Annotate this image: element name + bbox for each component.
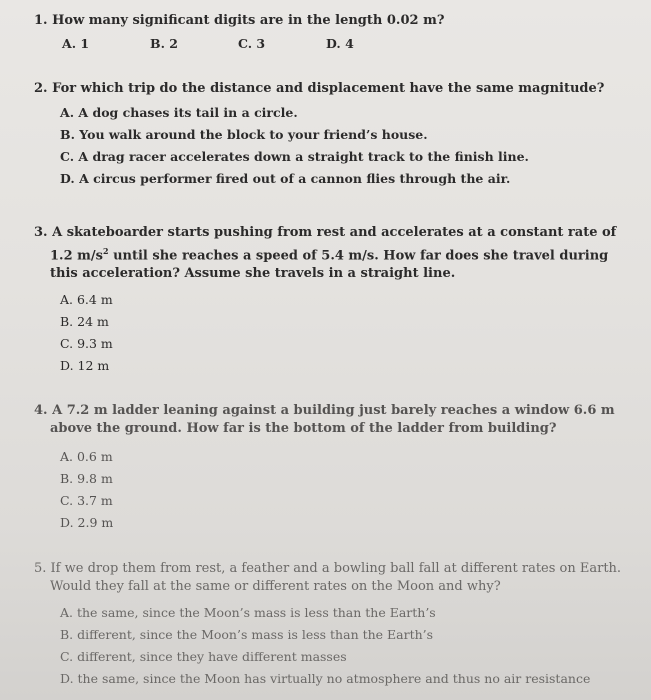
question-1 (34, 12, 631, 51)
option-list (34, 446, 631, 534)
question-number: 4. (34, 403, 48, 418)
option-b: B. 9.8 m (60, 471, 113, 486)
question-text: How many significant digits are in the length 0.02 m? (52, 13, 445, 28)
option-b: B. You walk around the block to your friend’s house. (60, 127, 428, 142)
option-b: B. 2 (150, 36, 178, 51)
exponent: 2 (102, 246, 109, 256)
option-d: D. 4 (326, 36, 354, 51)
option-d: D. A circus performer fired out of a cannon flies through the air. (60, 171, 511, 186)
option-c: C. 3.7 m (60, 493, 113, 508)
option-a: A. 1 (62, 36, 90, 51)
option-list (34, 102, 631, 190)
question-3 (34, 224, 631, 377)
question-number: 2. (34, 81, 48, 96)
option-a: A. the same, since the Moon’s mass is less than the Earth’s (60, 605, 436, 620)
question-number: 1. (34, 13, 48, 28)
question-2 (34, 80, 631, 190)
option-list (34, 602, 631, 690)
option-c: C. A drag racer accelerates down a straight track to the finish line. (60, 149, 529, 164)
option-d: D. 2.9 m (60, 515, 114, 530)
option-c: C. different, since they have different masses (60, 649, 347, 664)
question-text-part-1: A skateboarder starts pushing from rest and accelerates at a constant rate of 1.2 m/s (50, 225, 617, 264)
question-stem (34, 12, 631, 30)
option-c: C. 3 (238, 36, 266, 51)
option-a: A. 0.6 m (60, 449, 113, 464)
question-stem (34, 402, 631, 438)
option-a: A. A dog chases its tail in a circle. (60, 105, 298, 120)
option-d: D. the same, since the Moon has virtually no atmosphere and thus no air resistance (60, 671, 591, 686)
question-number: 5. (34, 561, 47, 576)
question-stem (34, 80, 631, 98)
question-text: For which trip do the distance and displacement have the same magnitude? (52, 81, 605, 96)
option-list (34, 36, 631, 51)
question-5 (34, 560, 631, 690)
question-4 (34, 402, 631, 534)
question-stem (34, 560, 631, 596)
option-b: B. different, since the Moon’s mass is less than the Earth’s (60, 627, 434, 642)
question-number: 3. (34, 225, 48, 240)
option-d: D. 12 m (60, 358, 110, 374)
question-text: If we drop them from rest, a feather and a bowling ball fall at different rates on Earth. Would they fall at the same or different rates on the Moon and why? (50, 561, 622, 594)
question-stem (34, 224, 631, 283)
question-text: A 7.2 m ladder leaning against a building just barely reaches a window 6.6 m above the ground. How far is the bottom of the ladder from building? (50, 403, 615, 436)
question-text-part-2: until she reaches a speed of 5.4 m/s. How far does she travel during this acceleration? Assume she travels in a straight line. (50, 248, 609, 282)
option-list (34, 289, 631, 377)
option-c: C. 9.3 m (60, 336, 113, 352)
option-b: B. 24 m (60, 314, 109, 330)
option-a: A. 6.4 m (60, 292, 113, 308)
